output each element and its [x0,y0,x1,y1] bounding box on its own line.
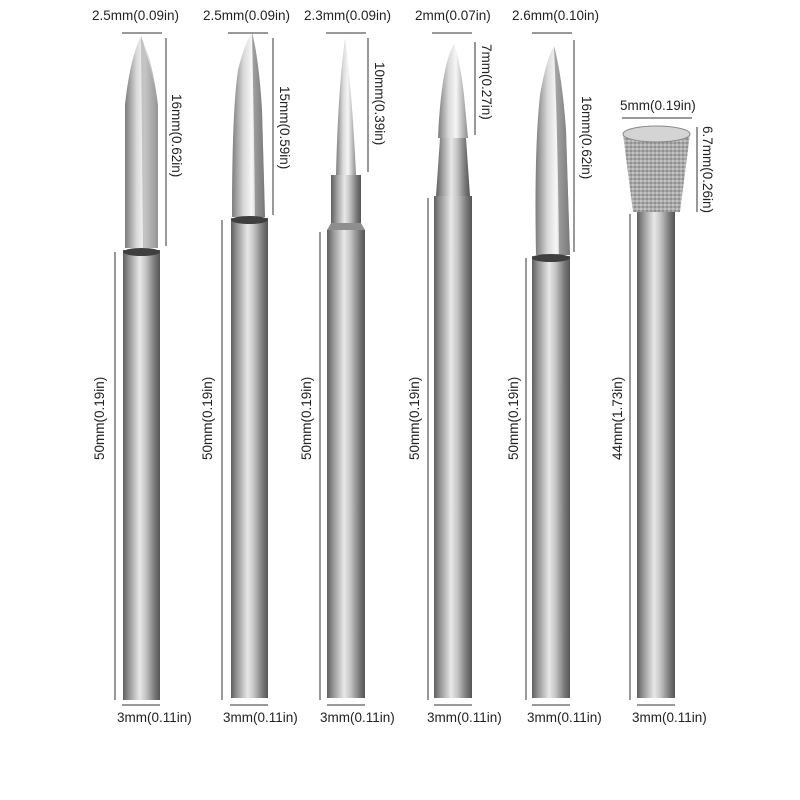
bit-3-shank [327,230,365,698]
bit-6-tip-length-label: 6.7mm(0.26in) [700,126,715,214]
bit-6-total-length-label: 44mm(1.73in) [610,376,625,460]
bit-3 [299,8,395,725]
bit-4-shank [434,196,472,698]
bit-3-total-length-label: 50mm(0.19in) [299,376,314,460]
bit-5-collar [532,254,570,262]
bit-3-taper [327,223,365,230]
bit-6-shank-label: 3mm(0.11in) [632,710,707,725]
bit-4-total-length-label: 50mm(0.19in) [407,376,422,460]
bit-1-shank-label: 3mm(0.11in) [117,710,192,725]
bit-4-taper [436,138,470,196]
bit-2 [200,8,298,725]
bit-5-total-length-label: 50mm(0.19in) [506,376,521,460]
bit-3-tip-length-label: 10mm(0.39in) [372,62,387,146]
bit-2-top-width-label: 2.5mm(0.09in) [203,8,291,23]
bit-2-shank [231,218,268,698]
bit-5 [506,8,602,725]
bit-6-top-width-label: 5mm(0.19in) [620,98,696,113]
bit-2-collar [231,216,268,224]
bit-2-tip-length-label: 15mm(0.59in) [277,86,292,170]
bit-1-shank [123,250,160,700]
bit-4-tip [438,44,468,138]
bit-5-top-width-label: 2.6mm(0.10in) [512,8,600,23]
bit-5-shank-label: 3mm(0.11in) [527,710,602,725]
bit-4-top-width-label: 2mm(0.07in) [415,8,491,23]
bit-6-shank [637,212,675,698]
bit-3-shank-label: 3mm(0.11in) [320,710,395,725]
bit-1 [92,8,192,725]
bit-6-head-top [623,126,690,142]
bit-5-tip-length-label: 16mm(0.62in) [579,96,594,180]
bit-1-top-width-label: 2.5mm(0.09in) [92,8,180,23]
bit-6 [610,98,715,725]
bit-4 [407,8,502,725]
bit-4-tip-length-label: 7mm(0.27in) [479,44,494,120]
bit-1-tip-length-label: 16mm(0.62in) [169,94,184,178]
bit-2-total-length-label: 50mm(0.19in) [200,376,215,460]
bit-2-shank-label: 3mm(0.11in) [223,710,298,725]
bit-1-total-length-label: 50mm(0.19in) [92,376,107,460]
bit-3-top-width-label: 2.3mm(0.09in) [304,8,392,23]
bit-1-collar [123,248,160,256]
bit-5-shank [532,256,570,698]
bit-3-neck [331,175,361,223]
bit-1-tip-shade [141,36,158,248]
bit-3-tip [336,38,356,175]
bit-4-shank-label: 3mm(0.11in) [427,710,502,725]
